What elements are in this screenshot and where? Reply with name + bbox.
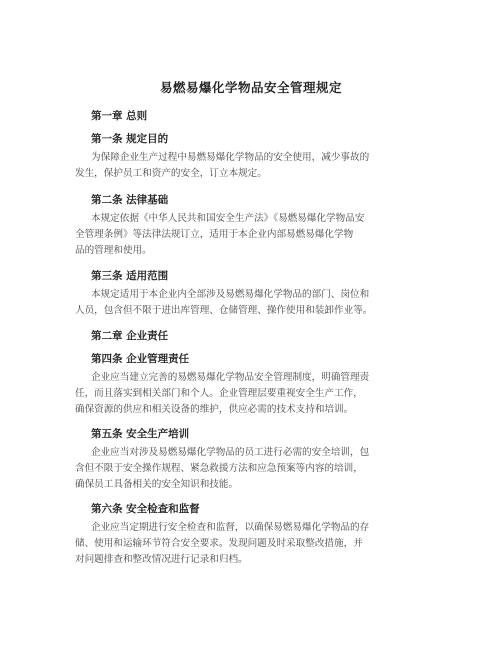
body-line: 企业应当对涉及易燃易爆化学物品的员工进行必需的安全培训，包 [91, 447, 370, 458]
article-heading-2: 第二条 法律基础 [91, 194, 169, 206]
body-line: 为保障企业生产过程中易燃易爆化学物品的安全使用，减少事故的 [91, 152, 370, 163]
article-heading-6: 第六条 安全检查和监督 [91, 503, 200, 515]
article-body-6 [75, 520, 435, 568]
body-line: 确保资源的供应和相关设备的维护，供应必需的技术支持和培训。 [75, 404, 354, 415]
body-line: 确保员工具备相关的安全知识和技能。 [75, 479, 239, 490]
article-body-4 [75, 370, 435, 418]
article-heading-1: 第一条 规定目的 [91, 133, 169, 145]
article-heading-5: 第五条 安全生产培训 [91, 428, 190, 440]
body-line: 储、使用和运输环节符合安全要求。发现问题及时采取整改措施，并 [75, 538, 363, 549]
body-line: 企业应当建立完善的易燃易爆化学物品安全管理制度，明确管理责 [91, 372, 370, 383]
chapter-heading-2: 第二章 企业责任 [91, 330, 169, 342]
article-body-5 [75, 445, 435, 493]
article-body-1 [75, 150, 435, 182]
body-line: 全管理条例》等法律法规订立，适用于本企业内部易燃易爆化学物 [75, 229, 354, 240]
body-line: 本规定依据《中华人民共和国安全生产法》《易燃易爆化学物品安 [91, 213, 365, 224]
body-line: 任，而且落实到相关部门和个人。企业管理层要重视安全生产工作， [75, 388, 363, 399]
article-body-3 [75, 287, 435, 319]
article-heading-4: 第四条 企业管理责任 [91, 353, 190, 365]
body-line: 含但不限于安全操作规程、紧急救援方法和应急预案等内容的培训， [75, 463, 363, 474]
article-body-2 [75, 211, 435, 259]
body-line: 品的管理和使用。 [75, 245, 152, 256]
article-heading-3: 第三条 适用范围 [91, 270, 169, 282]
body-line: 对问题排查和整改情况进行记录和归档。 [75, 554, 248, 565]
body-line: 人员，包含但不限于进出库管理、仓储管理、操作使用和装卸作业等。 [75, 305, 373, 316]
body-line: 发生，保护员工和资产的安全，订立本规定。 [75, 168, 267, 179]
body-line: 企业应当定期进行安全检查和监督，以确保易燃易爆化学物品的存 [91, 522, 370, 533]
body-line: 本规定适用于本企业内全部涉及易燃易爆化学物品的部门、岗位和 [91, 289, 370, 300]
chapter-heading-1: 第一章 总则 [91, 110, 148, 122]
document-title: 易燃易爆化学物品安全管理规定 [159, 80, 342, 95]
